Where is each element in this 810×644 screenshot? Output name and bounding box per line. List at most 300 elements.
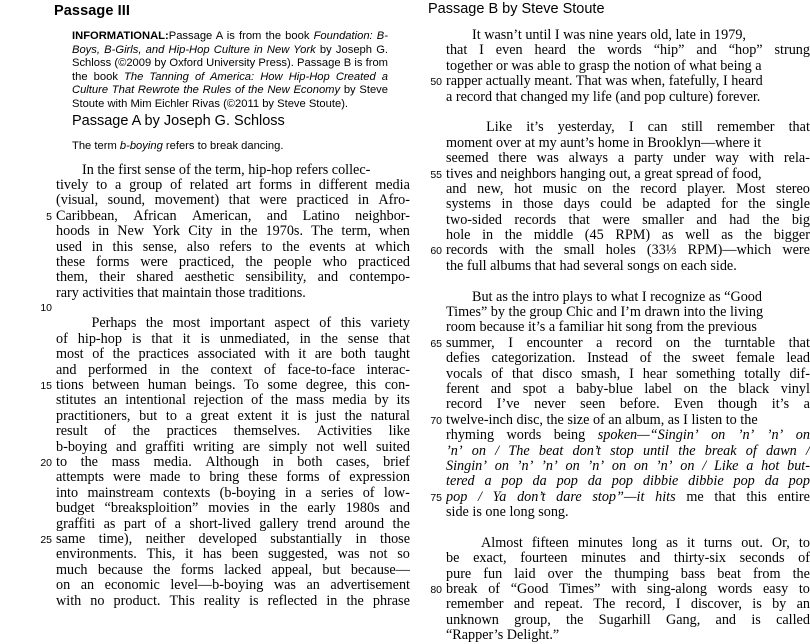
text-line (32, 193, 410, 208)
word: entire (777, 489, 810, 505)
word: reflected (267, 593, 318, 609)
word: City (188, 224, 213, 240)
word: term, (341, 224, 371, 240)
paragraph-indent (56, 316, 82, 331)
lyric-word: pop (611, 474, 633, 490)
line-text (56, 486, 410, 501)
word: being (553, 428, 586, 444)
word: movement) (154, 193, 220, 209)
word: the (181, 362, 199, 378)
word: contexts (162, 485, 211, 501)
word: on (587, 181, 602, 197)
word: that (714, 489, 736, 505)
word: the full albums that had several songs on each side. (446, 258, 737, 274)
word: Times” by the group Chic and I’m drawn into the living (446, 305, 764, 321)
text-line (32, 240, 410, 255)
word: art (236, 177, 252, 193)
word: are (314, 347, 333, 363)
word: American, (191, 208, 252, 224)
line-number: 10 (40, 302, 52, 315)
word: of (92, 347, 105, 363)
word: and (696, 43, 717, 59)
line-text (56, 393, 410, 408)
word: thirty-six (673, 551, 726, 567)
word: degree, (305, 378, 348, 394)
word: around (344, 516, 385, 532)
word: interac- (366, 362, 410, 378)
word: (45 (584, 228, 604, 244)
word: African (133, 208, 177, 224)
word: a (305, 485, 312, 501)
word: environments. (56, 547, 137, 563)
word: called (776, 612, 810, 628)
word: that (788, 120, 810, 136)
word: related (189, 177, 229, 193)
word: neither (145, 531, 186, 547)
word: (33⅓ (646, 243, 677, 259)
lyric-word: on (633, 458, 649, 474)
word: that (388, 331, 410, 347)
word: bigger (773, 228, 810, 244)
word: me (686, 489, 704, 505)
word: sensibility, (245, 270, 307, 286)
word: practices (138, 347, 189, 363)
word: there (498, 151, 527, 167)
text-line (420, 120, 810, 135)
word: refers (219, 239, 252, 255)
word: the (245, 254, 263, 270)
word: This (169, 593, 195, 609)
word: the (280, 501, 298, 517)
word: before. (619, 397, 660, 413)
word: great (200, 408, 229, 424)
word: this (746, 489, 767, 505)
word: media (375, 177, 410, 193)
word: con- (384, 378, 410, 394)
lyric-word: ’n’ (446, 443, 463, 459)
word: made (149, 470, 181, 486)
word: In the first sense of the term, hip-hop refers collec- (82, 162, 371, 178)
word: an (306, 578, 320, 594)
word: natural (370, 408, 410, 424)
word: beat (717, 566, 741, 582)
word: not (316, 439, 335, 455)
lyric-word: on (795, 428, 810, 444)
word: This, (146, 547, 176, 563)
line-text (446, 444, 810, 459)
text-line (420, 367, 810, 382)
text-line (420, 382, 810, 397)
word: even (495, 43, 523, 59)
word: was (337, 547, 360, 563)
word: York (152, 224, 181, 240)
line-text (446, 305, 810, 320)
word: substantially (270, 531, 343, 547)
word: new, (477, 181, 504, 197)
word: tively (56, 177, 89, 193)
text-line (420, 228, 810, 243)
word: of (639, 351, 652, 367)
word: both (340, 347, 366, 363)
word: group, (514, 612, 551, 628)
line-text (56, 578, 410, 593)
text-line (32, 270, 410, 285)
word: minutes (581, 551, 627, 567)
note-text-run: refers to break dancing. (162, 139, 284, 152)
line-text (446, 259, 810, 274)
lyric-word: stop”—it (592, 489, 645, 505)
text-line (420, 521, 810, 536)
word: is (752, 597, 762, 613)
text-line (32, 378, 410, 393)
lyric-word: a (746, 458, 754, 474)
text-line (420, 613, 810, 628)
line-text (446, 43, 810, 58)
word: stereo (776, 181, 810, 197)
word: 1970s. (265, 224, 303, 240)
lyric-word: stop (610, 443, 634, 459)
text-line (420, 397, 810, 412)
word: sense, (142, 239, 178, 255)
line-text (446, 136, 810, 151)
text-line (420, 290, 810, 305)
word: Perhaps (91, 316, 137, 332)
right-column (410, 0, 810, 644)
word: record (640, 181, 677, 197)
word: the (566, 612, 584, 628)
line-number: 75 (430, 491, 442, 504)
word: twelve-inch disc, the size of an album, as I listen to the (446, 412, 758, 428)
word: rela- (783, 151, 810, 167)
word: disco (542, 366, 573, 382)
word: break (446, 582, 478, 598)
word: into (56, 485, 79, 501)
line-text (56, 563, 410, 578)
word: words (717, 582, 753, 598)
text-line (32, 316, 410, 331)
book-title: The Tanning of America: How Hip-Hop Created a Culture That Rewrote the Rules of the New Economy (72, 70, 388, 97)
word: b-boying (56, 439, 108, 455)
word: long (631, 535, 658, 551)
lyric-word: ’n’ (541, 458, 558, 474)
line-number: 80 (430, 584, 442, 597)
word: phrase (372, 593, 410, 609)
word: time), (98, 531, 133, 547)
word: the (132, 424, 150, 440)
word: unmediated, (219, 331, 290, 347)
word: this (355, 378, 377, 394)
word: human (147, 378, 187, 394)
lyric-word: pop (446, 489, 468, 505)
word: smaller (642, 212, 684, 228)
word: words (607, 43, 642, 59)
word: record (616, 335, 653, 351)
word: were (602, 212, 630, 228)
word: well (342, 439, 368, 455)
word: shared (136, 270, 174, 286)
line-number: 65 (430, 337, 442, 350)
word: yesterday, (557, 120, 615, 136)
word: Sugarhill (598, 612, 651, 628)
lyric-word: don’t (572, 443, 601, 459)
word: and (56, 362, 77, 378)
line-text (446, 197, 810, 212)
word: words (506, 428, 542, 444)
word: of (154, 516, 167, 532)
word: well (685, 228, 710, 244)
word: could (600, 197, 632, 213)
word: sweet (692, 351, 725, 367)
lyric-word: / (702, 458, 707, 474)
word: and (715, 612, 737, 628)
word: early (307, 501, 336, 517)
line-number: 60 (430, 245, 442, 258)
word: context (210, 362, 253, 378)
word: them, (56, 270, 88, 286)
line-text (56, 332, 410, 347)
word: cases, (336, 454, 370, 470)
text-line (32, 594, 410, 609)
word: The (593, 597, 616, 613)
text-line (420, 151, 810, 166)
word: the (612, 181, 630, 197)
word: spot (522, 381, 547, 397)
text-line (32, 501, 410, 516)
word: like (388, 424, 410, 440)
word: though (717, 397, 758, 413)
word: Activities (316, 424, 373, 440)
word: forms (286, 470, 320, 486)
word: record (446, 397, 483, 413)
word: New (117, 224, 145, 240)
text-line (32, 517, 410, 532)
word: never (534, 397, 566, 413)
line-text (446, 382, 810, 397)
word: series (321, 485, 354, 501)
lyric-word: hits (655, 489, 676, 505)
word: to (798, 582, 810, 598)
lyric-word: on (494, 458, 509, 474)
word: practices (166, 424, 217, 440)
word: sense (347, 331, 379, 347)
word: on (683, 381, 698, 397)
text-line (420, 90, 810, 105)
word: to (96, 177, 108, 193)
word: is (131, 331, 142, 347)
word: that (511, 366, 534, 382)
text-line (420, 243, 810, 258)
lyric-word: pop (556, 474, 578, 490)
word: at (355, 239, 366, 255)
word: practiced (296, 193, 349, 209)
word: black (738, 381, 770, 397)
word: adapted (666, 197, 711, 213)
word: laid (514, 566, 536, 582)
word: on (56, 578, 71, 594)
word: RPM)—which (687, 243, 772, 259)
word: “hip” (653, 43, 685, 59)
word: vinyl (780, 381, 810, 397)
word: with (498, 243, 525, 259)
word: moment over at my aunt’s home in Brooklyn—where it (446, 135, 762, 151)
word: Times” (559, 582, 601, 598)
word: that (228, 193, 250, 209)
word: practiced, (178, 254, 235, 270)
word: who (322, 254, 347, 270)
word: Most (736, 181, 766, 197)
word: it (280, 408, 289, 424)
word: no (90, 593, 105, 609)
word: to (798, 535, 810, 551)
line-text (446, 551, 810, 566)
text-line (32, 224, 410, 239)
word: “hop” (728, 43, 763, 59)
word: record, (625, 597, 666, 613)
line-number: 70 (430, 414, 442, 427)
text-line (420, 474, 810, 489)
word: for (721, 197, 738, 213)
word: most (172, 316, 201, 332)
word: “Good (510, 582, 549, 598)
book-title: Foundation: B-Boys, B-Girls, and Hip-Hop Culture in New York (72, 30, 388, 56)
lyric-word: on (680, 458, 695, 474)
word: to (189, 470, 201, 486)
word: because (97, 562, 143, 578)
word: rapper actually meant. That was when, fatefully, I heard (446, 74, 763, 90)
word: group (129, 177, 163, 193)
word: stitutes (56, 393, 97, 409)
word: practitioners, (56, 408, 131, 424)
text-line (32, 163, 410, 178)
word: the (693, 335, 711, 351)
word: of (56, 331, 68, 347)
word: seen (580, 397, 606, 413)
word: bass (680, 566, 706, 582)
word: of (104, 424, 116, 440)
line-text (446, 597, 810, 612)
word: attempts (56, 470, 105, 486)
word: by (772, 597, 787, 613)
word: result (56, 424, 88, 440)
word: also (186, 239, 210, 255)
word: vocals (446, 366, 483, 382)
word: Caribbean, (56, 208, 118, 224)
informational-block (72, 30, 388, 112)
word: as (666, 535, 678, 551)
line-number: 25 (40, 533, 52, 546)
word: Instead (587, 351, 629, 367)
text-line (420, 490, 810, 505)
word: in (357, 193, 369, 209)
informational-label: INFORMATIONAL: (72, 30, 169, 42)
word: I (479, 43, 484, 59)
word: media (332, 393, 367, 409)
word: the (744, 228, 763, 244)
word: Or, (771, 535, 790, 551)
word: a record that changed my life (and pop culture) forever. (446, 89, 761, 105)
lyric-word: beat (538, 443, 564, 459)
word: in (355, 531, 367, 547)
word: player. (687, 181, 726, 197)
word: in (299, 331, 311, 347)
word: was (536, 151, 559, 167)
word: most (56, 347, 84, 363)
word: in (299, 177, 311, 193)
line-text (446, 243, 810, 258)
lyric-word: break (704, 443, 737, 459)
line-text (56, 286, 410, 301)
word: of (170, 177, 182, 193)
word: media. (153, 454, 192, 470)
passage-b-heading: Passage B by Steve Stoute (428, 1, 605, 17)
word: female (736, 351, 775, 367)
word: these (56, 254, 86, 270)
word: a (558, 381, 565, 397)
word: writing (192, 439, 234, 455)
text-line (420, 320, 810, 335)
word: I (628, 120, 634, 136)
lyric-word: ’n’ (516, 458, 534, 474)
line-text (446, 290, 810, 305)
word: short-lived (189, 516, 251, 532)
word: the (762, 212, 780, 228)
word: not (369, 547, 388, 563)
line-text (56, 440, 410, 455)
word: the (80, 454, 98, 470)
line-text (56, 270, 410, 285)
lyric-word: the (678, 443, 696, 459)
word: neighbor- (355, 208, 410, 224)
line-text (446, 536, 810, 551)
word: important (209, 316, 265, 332)
word: of (319, 316, 332, 332)
text-line (32, 563, 410, 578)
word: and (513, 597, 535, 613)
word: forms (96, 254, 130, 270)
lyric-word: pop (733, 474, 755, 490)
word: and (115, 439, 137, 455)
word: holes (605, 243, 636, 259)
word: same (56, 531, 86, 547)
word: as (721, 228, 734, 244)
word: to (56, 454, 68, 470)
text-line (420, 59, 810, 74)
info-text-run: Passage A is from the book (168, 30, 314, 42)
word: extent (237, 408, 273, 424)
word: the (240, 224, 258, 240)
lyric-word: dibbie (642, 474, 679, 490)
word: systems (446, 197, 491, 213)
word: defies (446, 351, 480, 367)
word: the (504, 228, 523, 244)
word: middle (533, 228, 574, 244)
word: sing-along (647, 582, 707, 598)
word: which (375, 239, 410, 255)
word: mass (111, 454, 140, 470)
info-text-run: by Joseph G. Schloss (©2009 by Oxford University Press). Passage B is from the book (72, 43, 389, 83)
text-line (32, 455, 410, 470)
text-line (420, 43, 810, 58)
lyric-word: a (484, 474, 492, 490)
word: remember (716, 120, 775, 136)
text-line (420, 167, 810, 182)
word: by (374, 393, 389, 409)
word: suggested, (268, 547, 328, 563)
word: the (535, 243, 553, 259)
word: rejection (193, 393, 244, 409)
word: small (563, 243, 595, 259)
word: and (639, 551, 661, 567)
